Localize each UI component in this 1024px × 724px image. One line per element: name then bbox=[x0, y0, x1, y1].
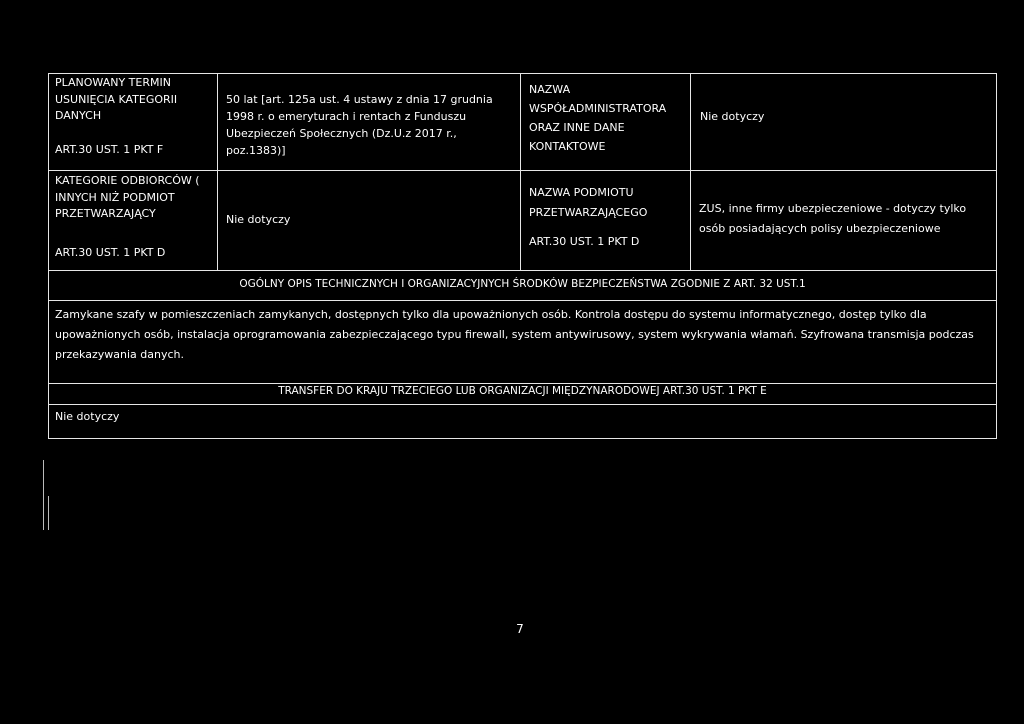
deletion-article: ART.30 UST. 1 PKT F bbox=[55, 143, 164, 156]
processor-value-cell bbox=[699, 199, 994, 239]
security-heading: OGÓLNY OPIS TECHNICZNYCH I ORGANIZACYJNYCH ŚRODKÓW BEZPIECZEŃSTWA ZGODNIE Z ART. 32 UST.1 bbox=[239, 278, 806, 290]
processor-value-line: ZUS, inne firmy ubezpieczeniowe - dotyczy tylko bbox=[699, 202, 967, 215]
processor-value-line: osób posiadających polisy ubezpieczeniowe bbox=[699, 222, 941, 235]
processor-label-line: NAZWA PODMIOTU bbox=[529, 186, 634, 199]
row-divider-3 bbox=[48, 300, 997, 301]
table-border-top bbox=[48, 73, 997, 74]
col-divider-3 bbox=[690, 73, 691, 271]
co-admin-value: Nie dotyczy bbox=[700, 110, 765, 123]
processor-label-line: PRZETWARZAJĄCEGO bbox=[529, 206, 648, 219]
transfer-value: Nie dotyczy bbox=[55, 410, 120, 423]
processor-article: ART.30 UST. 1 PKT D bbox=[529, 235, 640, 248]
deletion-label-line: DANYCH bbox=[55, 109, 102, 122]
recipients-label-cell bbox=[55, 173, 215, 223]
deletion-value-line: 1998 r. o emeryturach i rentach z Funduszu bbox=[226, 110, 467, 123]
table-border-bottom bbox=[48, 438, 997, 439]
recipients-label-line: KATEGORIE ODBIORCÓW ( bbox=[55, 174, 200, 187]
deletion-label-cell bbox=[55, 75, 215, 125]
recipients-label-line: PRZETWARZAJĄCY bbox=[55, 207, 156, 220]
col-divider-1 bbox=[217, 73, 218, 271]
row-divider-2 bbox=[48, 270, 997, 271]
deletion-label-line: USUNIĘCIA KATEGORII bbox=[55, 92, 178, 106]
transfer-heading: TRANSFER DO KRAJU TRZECIEGO LUB ORGANIZACJI MIĘDZYNARODOWEJ ART.30 UST. 1 PKT E bbox=[278, 385, 767, 397]
co-admin-label-line: NAZWA bbox=[529, 83, 571, 96]
scan-artifact-line bbox=[43, 460, 44, 530]
co-admin-label-cell bbox=[529, 80, 687, 156]
recipients-article: ART.30 UST. 1 PKT D bbox=[55, 246, 166, 259]
co-admin-label-line: WSPÓŁADMINISTRATORA bbox=[529, 102, 667, 115]
row-divider-5 bbox=[48, 404, 997, 405]
deletion-label-line: PLANOWANY TERMIN bbox=[55, 76, 171, 89]
security-description: Zamykane szafy w pomieszczeniach zamykanych, dostępnych tylko dla upoważnionych osób. Kontrola dostępu do systemu informatycznego, dostęp tylko dla upoważnionych osób, instalacja oprogramowania zabezpieczającego typu firewall, system antywirusowy, system wykrywania włamań. Szyfrowana transmisja podczas przekazywania danych. bbox=[55, 308, 974, 361]
co-admin-label-line: KONTAKTOWE bbox=[529, 140, 606, 153]
co-admin-label-line: ORAZ INNE DANE bbox=[529, 121, 625, 134]
page-number: 7 bbox=[516, 622, 524, 636]
deletion-value-cell bbox=[226, 91, 518, 159]
deletion-value-line: Ubezpieczeń Społecznych (Dz.U.z 2017 r., poz.1383)] bbox=[226, 127, 457, 157]
processor-label-cell bbox=[529, 183, 687, 223]
deletion-value-line: 50 lat [art. 125a ust. 4 ustawy z dnia 17 grudnia bbox=[226, 93, 493, 106]
recipients-label-line: INNYCH NIŻ PODMIOT bbox=[55, 190, 175, 204]
row-divider-1 bbox=[48, 170, 997, 171]
scan-artifact-line bbox=[48, 496, 49, 530]
recipients-value: Nie dotyczy bbox=[226, 213, 291, 226]
col-divider-2 bbox=[520, 73, 521, 271]
